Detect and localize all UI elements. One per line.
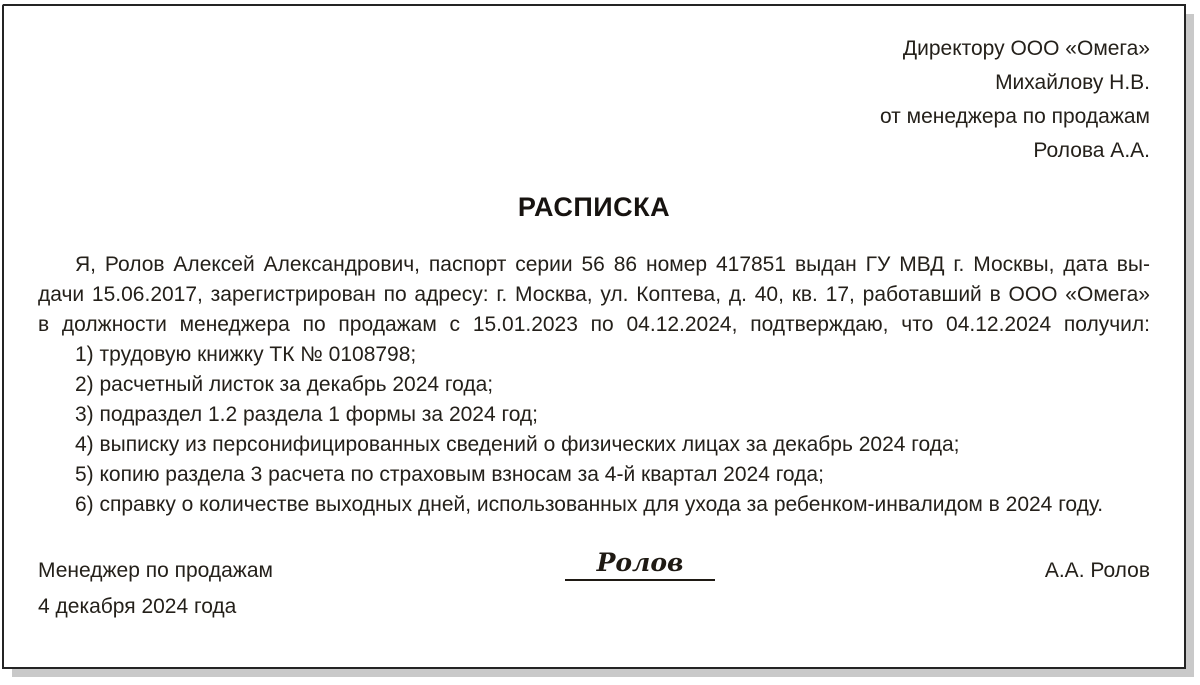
- signer-position: Менеджер по продажам: [38, 559, 273, 582]
- list-item: 4) выписку из персонифицированных сведений о физических лицах за декабрь 2024 года;: [75, 433, 960, 456]
- paragraph-line: Я, Ролов Алексей Александрович, паспорт серии 56 86 номер 417851 выдан ГУ МВД г. Москвы, дата вы-: [75, 253, 1150, 276]
- signer-name: А.А. Ролов: [1044, 559, 1150, 582]
- list-item: 3) подраздел 1.2 раздела 1 формы за 2024 год;: [75, 403, 538, 426]
- addressee-line: Ролова А.А.: [1033, 139, 1150, 162]
- receipt-page: [2, 4, 1186, 669]
- signature-line: [565, 548, 715, 581]
- list-item: 1) трудовую книжку ТК № 0108798;: [75, 343, 417, 366]
- addressee-line: от менеджера по продажам: [879, 105, 1150, 128]
- addressee-line: Директору ООО «Омега»: [902, 37, 1150, 60]
- document-title: РАСПИСКА: [517, 192, 671, 222]
- document-date: 4 декабря 2024 года: [38, 595, 237, 618]
- signature-section: [38, 548, 1150, 636]
- document-body: [38, 250, 1150, 520]
- addressee-block: [38, 6, 1150, 168]
- list-item: 2) расчетный листок за декабрь 2024 года;: [75, 373, 494, 396]
- handwritten-signature: Ролов: [565, 548, 715, 581]
- list-item: 5) копию раздела 3 расчета по страховым взносам за 4-й квартал 2024 года;: [75, 463, 824, 486]
- paragraph-line: дачи 15.06.2017, зарегистрирован по адресу: г. Москва, ул. Коптева, д. 40, кв. 17, работавший в ООО «Омега»: [38, 283, 1150, 306]
- addressee-line: Михайлову Н.В.: [995, 71, 1150, 94]
- paragraph-line: в должности менеджера по продажам с 15.01.2023 по 04.12.2024, подтверждаю, что 04.12.2024 получил:: [38, 313, 1150, 336]
- list-item: 6) справку о количестве выходных дней, использованных для ухода за ребенком-инвалидом в 2024 году.: [75, 493, 1104, 516]
- signer-info: [38, 556, 273, 622]
